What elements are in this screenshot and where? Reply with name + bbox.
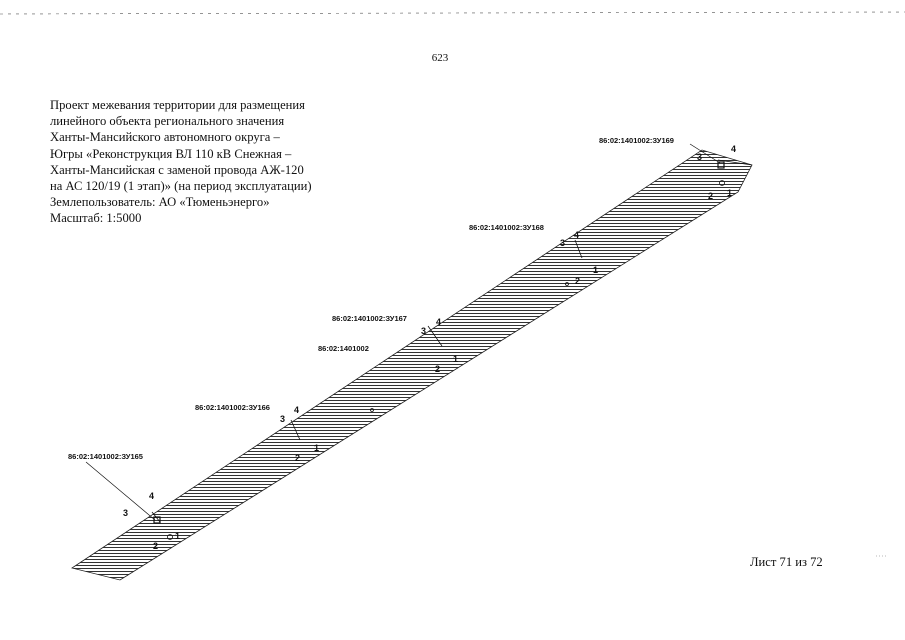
point-number: 3 (697, 152, 703, 162)
point-number: 2 (708, 191, 714, 201)
sheet-label: Лист 71 из 72 (750, 555, 823, 569)
point-number: 1 (314, 443, 320, 453)
point-number: 2 (295, 453, 301, 463)
plot-label-zu169: 86:02:1401002:ЗУ169 (599, 136, 674, 145)
leader-lines (86, 144, 720, 520)
corridor-strip (72, 150, 752, 580)
quarter-label: 86:02:1401002 (318, 344, 369, 353)
point-number: 3 (280, 414, 286, 424)
title-line: линейного объекта регионального значения (50, 114, 285, 129)
point-number: 2 (153, 541, 159, 551)
point-number: 1 (593, 265, 599, 275)
title-line: Проект межевания территории для размещения (50, 98, 305, 112)
point-number: 1 (453, 354, 459, 364)
page-number: 623 (431, 52, 449, 64)
title-line: на АС 120/19 (1 этап)» (на период эксплуатации) (50, 179, 312, 194)
plot-label-zu165: 86:02:1401002:ЗУ165 (68, 452, 143, 461)
point-number: 3 (560, 238, 566, 248)
title-line: Югры «Реконструкция ВЛ 110 кВ Снежная – (50, 146, 292, 161)
page-top-border (0, 12, 905, 14)
point-number: 1 (175, 531, 181, 541)
plot-label-zu168: 86:02:1401002:ЗУ168 (469, 223, 544, 232)
point-number: 3 (123, 508, 129, 518)
title-line: Ханты-Мансийская с заменой провода АЖ-120 (50, 162, 304, 177)
scale-line: Масштаб: 1:5000 (50, 211, 142, 226)
point-number: 2 (575, 276, 581, 286)
point-number: 4 (294, 405, 300, 415)
point-number: 4 (149, 491, 155, 501)
point-number: 4 (436, 317, 442, 327)
point-number: 4 (574, 230, 580, 240)
land-user-line: Землепользователь: АО «Тюменьэнерго» (50, 195, 270, 210)
title-line: Ханты-Мансийского автономного округа – (50, 130, 280, 145)
plot-label-zu167: 86:02:1401002:ЗУ167 (332, 314, 407, 323)
point-number: 3 (421, 326, 427, 336)
point-number: 2 (435, 364, 441, 374)
point-number: 1 (727, 188, 733, 198)
plot-label-zu166: 86:02:1401002:ЗУ166 (195, 403, 270, 412)
leader-line-zu165 (86, 462, 155, 520)
point-number: 4 (731, 144, 737, 154)
